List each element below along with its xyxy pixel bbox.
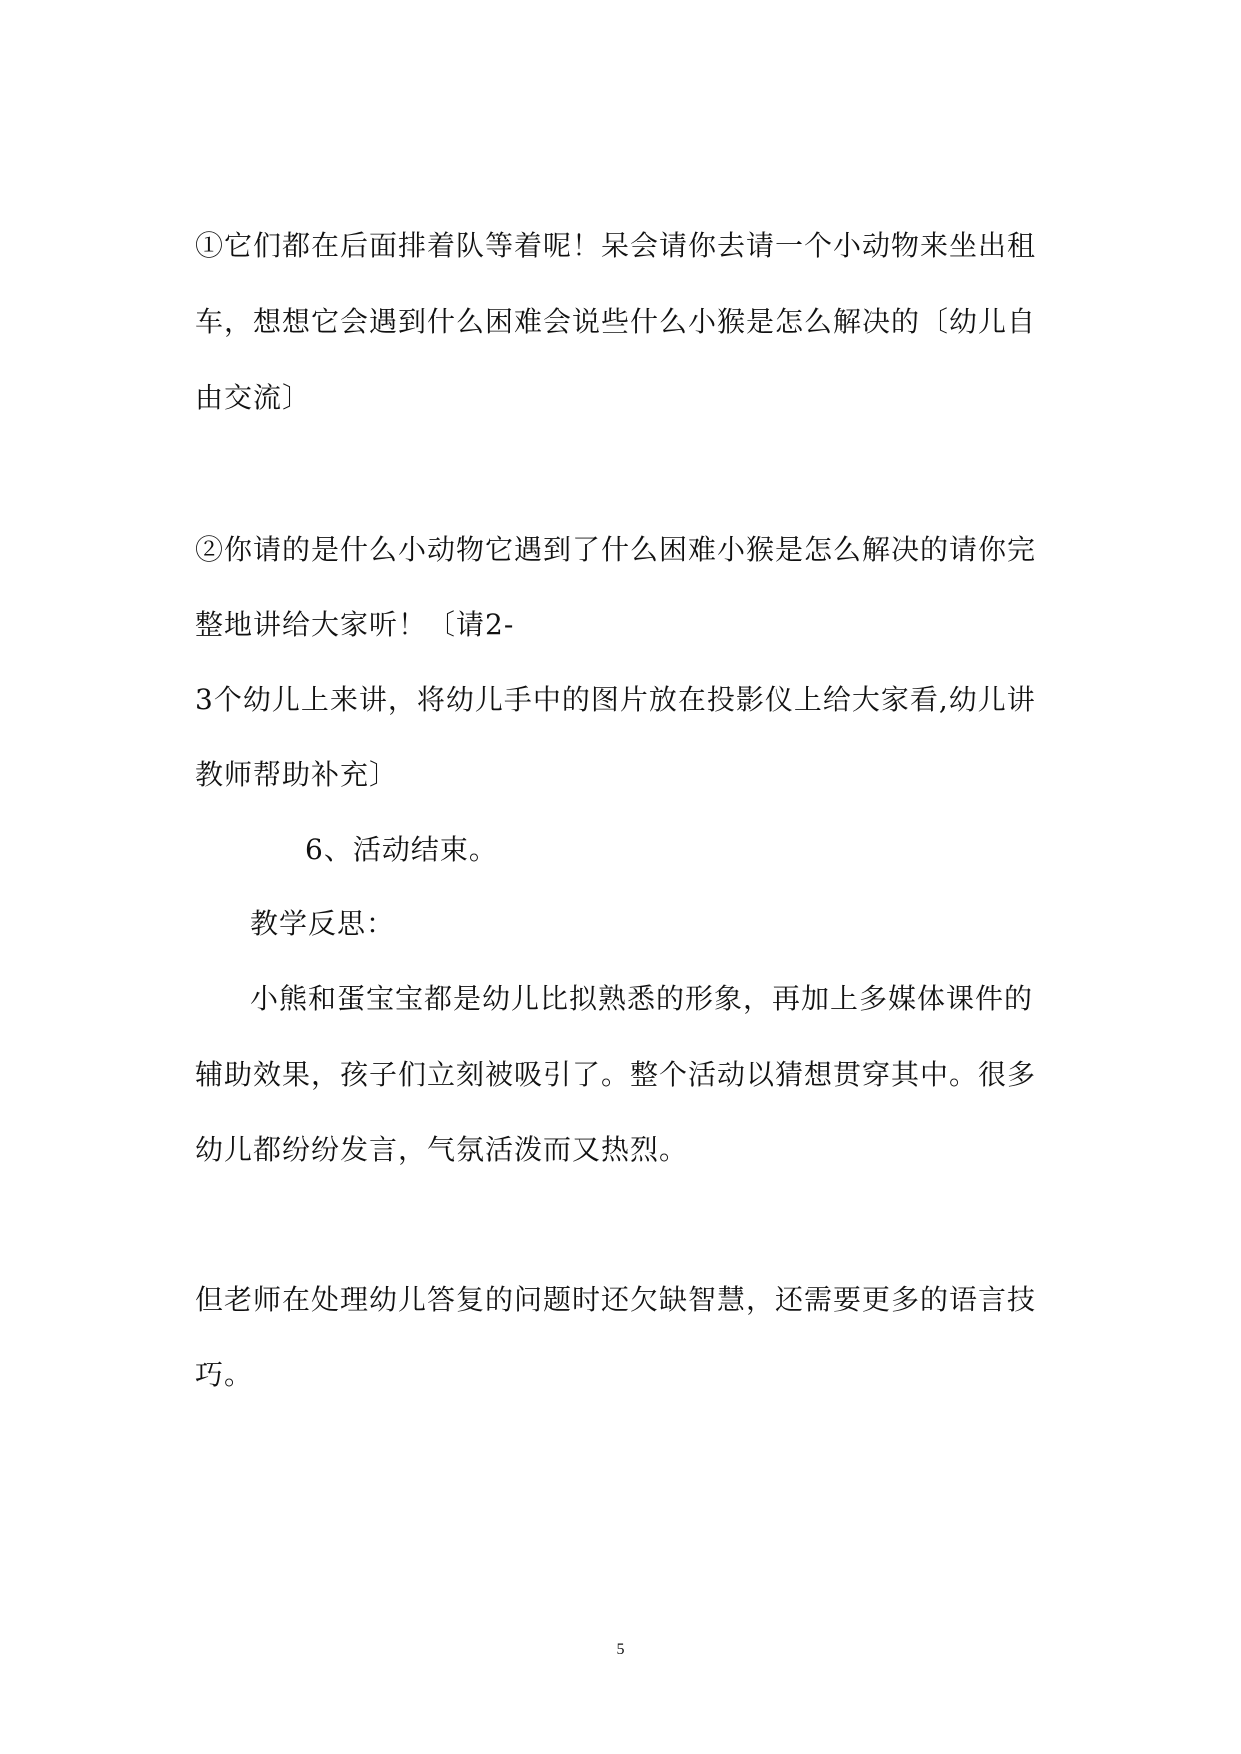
- paragraph-line: 但老师在处理幼儿答复的问题时还欠缺智慧，还需要更多的语言技: [195, 1283, 1037, 1316]
- paragraph-line: 教师帮助补充〕: [195, 758, 399, 791]
- paragraph-line: 3个幼儿上来讲，将幼儿手中的图片放在投影仪上给大家看,幼儿讲: [195, 683, 1036, 716]
- paragraph-line: 幼儿都纷纷发言，气氛活泼而又热烈。: [195, 1133, 689, 1166]
- section-heading: 教学反思：: [250, 907, 396, 940]
- paragraph-line: ①它们都在后面排着队等着呢！呆会请你去请一个小动物来坐出租: [195, 229, 1037, 262]
- page-number: 5: [616, 1641, 625, 1658]
- paragraph-line: 车，想想它会遇到什么困难会说些什么小猴是怎么解决的〔幼儿自: [195, 305, 1037, 338]
- paragraph-line: 由交流〕: [195, 381, 312, 414]
- section-heading: 6、活动结束。: [305, 833, 498, 866]
- paragraph-line: 巧。: [195, 1358, 254, 1391]
- paragraph-line: 整地讲给大家听！〔请2-: [195, 608, 515, 641]
- paragraph-line: ②你请的是什么小动物它遇到了什么困难小猴是怎么解决的请你完: [195, 533, 1037, 566]
- paragraph-line: 辅助效果，孩子们立刻被吸引了。整个活动以猜想贯穿其中。很多: [195, 1058, 1037, 1091]
- paragraph-line: 小熊和蛋宝宝都是幼儿比拟熟悉的形象，再加上多媒体课件的: [250, 982, 1034, 1015]
